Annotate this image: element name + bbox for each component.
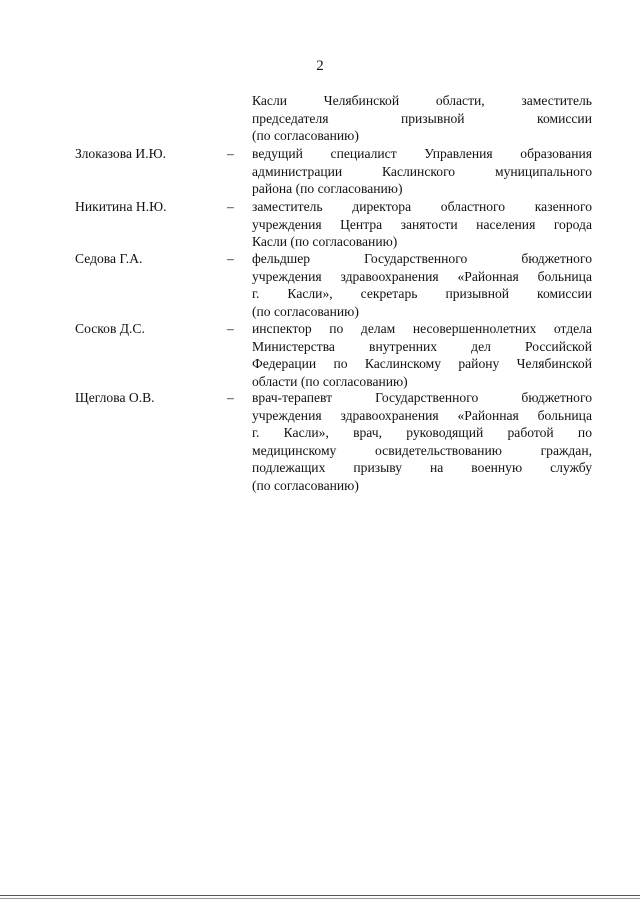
member-name: Злоказова И.Ю. <box>75 146 166 161</box>
page-number: 2 <box>316 58 324 74</box>
page-bottom-divider <box>0 895 640 896</box>
intro-line: председателя призывной комиссии <box>252 110 592 126</box>
member-description <box>252 198 592 251</box>
dash-separator: – <box>227 146 234 161</box>
description-line: учреждения здравоохранения «Районная больница <box>252 268 592 284</box>
dash-separator: – <box>227 390 234 405</box>
member-description <box>252 250 592 320</box>
description-line: заместитель директора областного казенного <box>252 199 592 214</box>
description-line: г. Касли», секретарь призывной комиссии <box>252 286 592 301</box>
description-line: медицинскому освидетельствованию граждан, <box>252 442 592 458</box>
description-line: администрации Каслинского муниципального <box>252 163 592 179</box>
member-name: Щеглова О.В. <box>75 390 155 405</box>
description-line: учреждения здравоохранения «Районная больница <box>252 407 592 423</box>
description-line: подлежащих призыву на военную службу <box>252 460 592 475</box>
description-line: района (по согласованию) <box>252 181 403 196</box>
member-description <box>252 389 592 494</box>
intro-line: (по согласованию) <box>252 128 359 143</box>
description-line: г. Касли», врач, руководящий работой по <box>252 425 592 440</box>
description-line: инспектор по делам несовершеннолетних отдела <box>252 321 592 336</box>
member-name: Сосков Д.С. <box>75 321 145 336</box>
dash-separator: – <box>227 251 234 266</box>
description-line: Федерации по Каслинскому району Челябинской <box>252 356 592 371</box>
member-description <box>252 320 592 390</box>
dash-separator: – <box>227 199 234 214</box>
description-line: (по согласованию) <box>252 477 359 493</box>
description-line: Касли (по согласованию) <box>252 234 398 249</box>
intro-line: Касли Челябинской области, заместитель <box>252 93 592 108</box>
page-bottom-divider <box>0 898 640 899</box>
member-name: Никитина Н.Ю. <box>75 199 167 214</box>
member-description <box>252 145 592 198</box>
description-line: области (по согласованию) <box>252 373 408 389</box>
description-line: учреждения Центра занятости населения города <box>252 216 592 232</box>
dash-separator: – <box>227 321 234 336</box>
description-line: (по согласованию) <box>252 303 359 319</box>
member-name: Седова Г.А. <box>75 251 143 266</box>
description-line: ведущий специалист Управления образования <box>252 146 592 161</box>
description-line: врач-терапевт Государственного бюджетного <box>252 390 592 405</box>
description-line: Министерства внутренних дел Российской <box>252 338 592 354</box>
intro-paragraph <box>252 92 592 145</box>
description-line: фельдшер Государственного бюджетного <box>252 251 592 266</box>
